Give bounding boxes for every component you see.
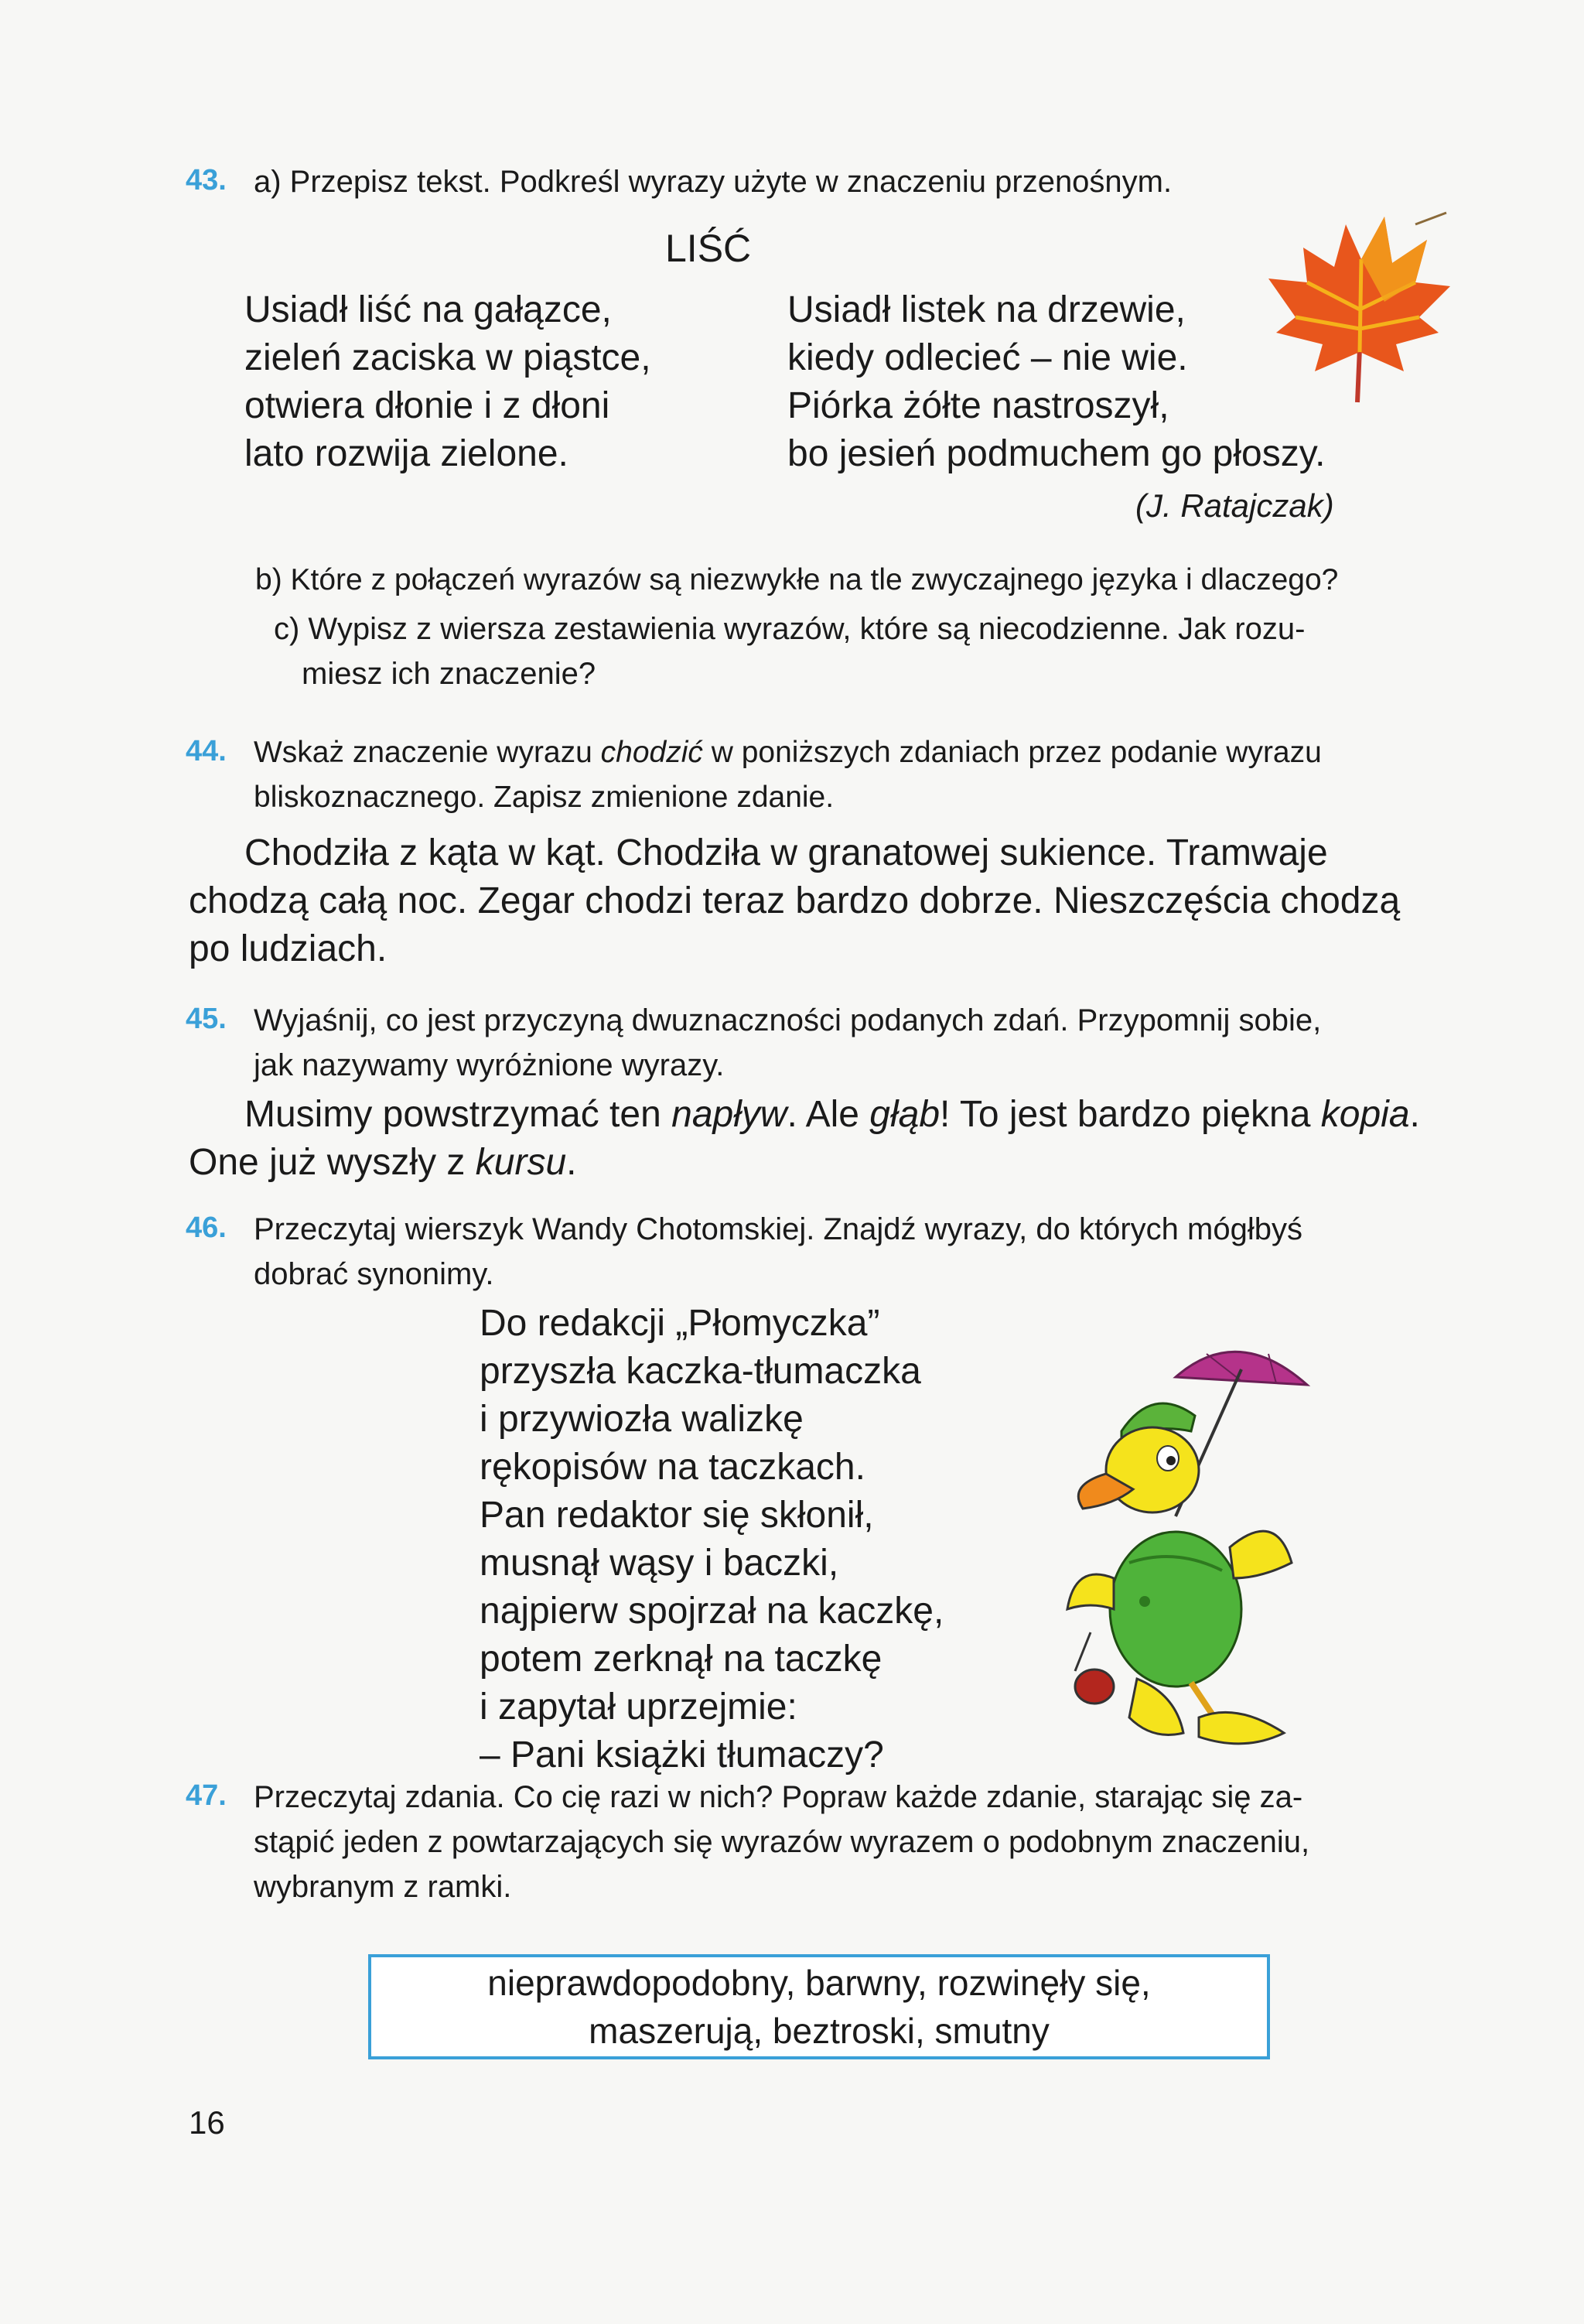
word-bank-line: nieprawdopodobny, barwny, rozwinęły się, <box>487 1963 1151 2003</box>
poem-stanza-left <box>244 286 651 478</box>
maple-leaf-illustration <box>1261 193 1454 410</box>
poem-stanza-right <box>787 286 1326 478</box>
poem-line: musnął wąsy i baczki, <box>480 1543 839 1584</box>
exercise-number-44: 44. <box>186 735 227 767</box>
poem-line: rękopisów na taczkach. <box>480 1447 865 1488</box>
exercise-43-instruction-a: a) Przepisz tekst. Podkreśl wyrazy użyte w znaczeniu przenośnym. <box>254 165 1173 199</box>
exercise-44-instruction: Wskaż znaczenie wyrazu chodzić w poniższych zdaniach przez podanie wyrazu bliskoznacznego. Zapisz zmienione zdanie. <box>254 730 1322 820</box>
poem-line: – Pani książki tłumaczy? <box>480 1734 884 1775</box>
poem-line: lato rozwija zielone. <box>244 433 568 474</box>
exercise-45-instruction <box>254 998 1321 1088</box>
exercise-number-47: 47. <box>186 1779 227 1812</box>
highlighted-word: kopia <box>1320 1094 1410 1135</box>
exercise-46-instruction <box>254 1207 1302 1297</box>
exercise-number-46: 46. <box>186 1212 227 1244</box>
highlighted-word: chodzić <box>600 736 703 769</box>
poem-author: (J. Ratajczak) <box>1135 487 1334 524</box>
exercise-45-text-line: One już wyszły z kursu. <box>189 1142 577 1183</box>
exercise-44-text-line: Chodziła z kąta w kąt. Chodziła w granatowej sukience. Tramwaje <box>244 832 1328 873</box>
page-number: 16 <box>189 2104 225 2141</box>
exercise-number-43: 43. <box>186 164 227 197</box>
poem-line: Usiadł liść na gałązce, <box>244 289 612 330</box>
highlighted-word: kursu <box>475 1142 567 1183</box>
exercise-44-text-line: chodzą całą noc. Zegar chodzi teraz bardzo dobrze. Nieszczęścia chodzą <box>189 880 1401 921</box>
instruction-line: miesz ich znaczenie? <box>302 657 596 691</box>
poem-line: i zapytał uprzejmie: <box>480 1687 797 1728</box>
poem-line: kiedy odlecieć – nie wie. <box>787 337 1188 378</box>
poem-title: LIŚĆ <box>665 227 752 270</box>
duck-poem <box>480 1300 944 1779</box>
instruction-line: bliskoznacznego. Zapisz zmienione zdanie. <box>254 781 835 814</box>
instruction-line: wybranym z ramki. <box>254 1870 512 1904</box>
poem-line: bo jesień podmuchem go płoszy. <box>787 433 1326 474</box>
poem-line: potem zerknął na taczkę <box>480 1639 882 1680</box>
poem-line: otwiera dłonie i z dłoni <box>244 385 610 426</box>
exercise-47-instruction <box>254 1775 1309 1909</box>
poem-line: Usiadł listek na drzewie, <box>787 289 1186 330</box>
poem-line: najpierw spojrzał na kaczkę, <box>480 1591 944 1632</box>
poem-line: Pan redaktor się skłonił, <box>480 1495 874 1536</box>
exercise-43-instruction-c <box>274 607 1305 696</box>
exercise-44-text-line: po ludziach. <box>189 928 387 969</box>
highlighted-word: głąb <box>869 1094 940 1135</box>
exercise-43-instruction-b: b) Które z połączeń wyrazów są niezwykłe na tle zwyczajnego języka i dlaczego? <box>255 563 1339 596</box>
poem-line: zieleń zaciska w piąstce, <box>244 337 651 378</box>
exercise-number-45: 45. <box>186 1003 227 1035</box>
word-bank-line: maszerują, beztroski, smutny <box>589 2011 1050 2051</box>
instruction-line: c) Wypisz z wiersza zestawienia wyrazów, które są niecodzienne. Jak rozu- <box>274 612 1306 646</box>
instruction-line: Wyjaśnij, co jest przyczyną dwuznaczności podanych zdań. Przypomnij sobie, <box>254 1003 1322 1037</box>
instruction-line: jak nazywamy wyróżnione wyrazy. <box>254 1048 725 1082</box>
poem-line: i przywiozła walizkę <box>480 1399 804 1440</box>
poem-line: Do redakcji „Płomyczka” <box>480 1303 880 1344</box>
highlighted-word: napływ <box>671 1094 787 1135</box>
poem-line: przyszła kaczka-tłumaczka <box>480 1351 921 1392</box>
duck-with-umbrella-illustration <box>1060 1331 1315 1764</box>
instruction-line: Przeczytaj zdania. Co cię razi w nich? Popraw każde zdanie, starając się za- <box>254 1780 1303 1814</box>
poem-line: Piórka żółte nastroszył, <box>787 385 1169 426</box>
exercise-45-text-line: Musimy powstrzymać ten napływ. Ale głąb! To jest bardzo piękna kopia. <box>244 1094 1420 1135</box>
instruction-line: Przeczytaj wierszyk Wandy Chotomskiej. Znajdź wyrazy, do których mógłbyś <box>254 1212 1302 1246</box>
instruction-line: stąpić jeden z powtarzających się wyrazów wyrazem o podobnym znaczeniu, <box>254 1825 1310 1859</box>
instruction-line: dobrać synonimy. <box>254 1257 494 1291</box>
word-bank-frame <box>368 1954 1270 2059</box>
